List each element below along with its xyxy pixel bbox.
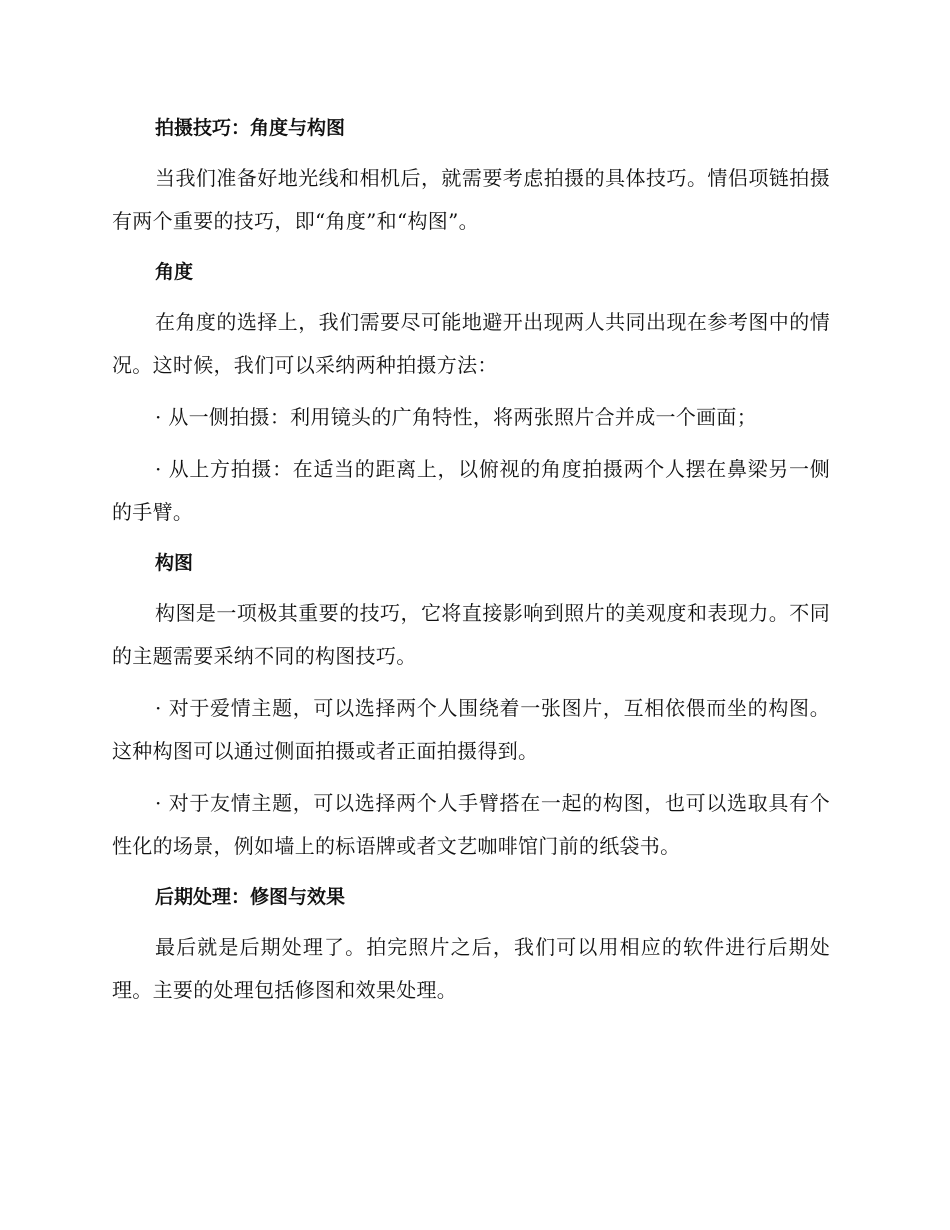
section-heading-angle: 角度 <box>155 261 194 283</box>
bullet-love-theme: · 对于爱情主题，可以选择两个人围绕着一张图片，互相依偎而坐的构图。这种构图可以通过侧面拍摄或者正面拍摄得到。 <box>112 696 830 763</box>
paragraph-post-processing: 最后就是后期处理了。拍完照片之后，我们可以用相应的软件进行后期处理。主要的处理包括修图和效果处理。 <box>112 935 830 1002</box>
paragraph-angle: 在角度的选择上，我们需要尽可能地避开出现两人共同出现在参考图中的情况。这时候，我们可以采纳两种拍摄方法： <box>112 310 830 377</box>
bullet-friendship-theme: · 对于友情主题，可以选择两个人手臂搭在一起的构图，也可以选取具有个性化的场景，例如墙上的标语牌或者文艺咖啡馆门前的纸袋书。 <box>112 791 830 858</box>
paragraph-intro: 当我们准备好地光线和相机后，就需要考虑拍摄的具体技巧。情侣项链拍摄有两个重要的技巧，即“角度”和“构图”。 <box>112 166 830 233</box>
document-body <box>112 108 830 1021</box>
bullet-side-shot: · 从一侧拍摄：利用镜头的广角特性，将两张照片合并成一个画面； <box>155 405 758 429</box>
bullet-top-shot: · 从上方拍摄：在适当的距离上，以俯视的角度拍摄两个人摆在鼻梁另一侧的手臂。 <box>112 457 830 524</box>
section-heading-post-processing: 后期处理：修图与效果 <box>155 886 346 908</box>
section-heading-composition: 构图 <box>155 552 194 574</box>
paragraph-composition: 构图是一项极其重要的技巧，它将直接影响到照片的美观度和表现力。不同的主题需要采纳不同的构图技巧。 <box>112 601 830 668</box>
section-heading-shooting-tips: 拍摄技巧：角度与构图 <box>155 117 346 139</box>
